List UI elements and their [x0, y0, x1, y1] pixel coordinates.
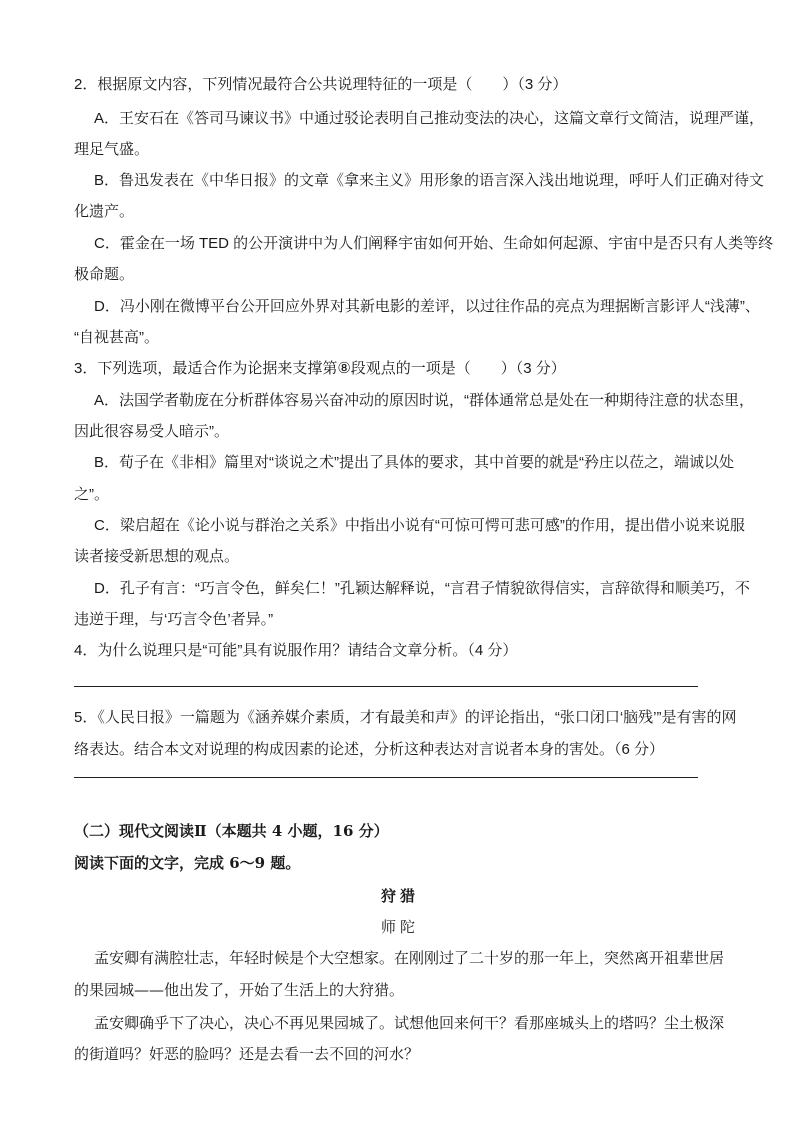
q3-option-b-cont: 之”。 [74, 486, 109, 503]
q3-option-d-cont: 违逆于理，与‘巧言令色’者异。” [74, 611, 274, 628]
section-instruction: 阅读下面的文字，完成 6～9 题。 [74, 854, 301, 872]
q3-option-c-cont: 读者接受新思想的观点。 [74, 548, 240, 565]
q5-stem: 5．《人民日报》一篇题为《涵养媒介素质，才有最美和声》的评论指出，“张口闭口‘脑残’”是有害的网 [74, 709, 737, 726]
q2-option-a: A．王安石在《答司马谏议书》中通过驳论表明自己推动变法的决心，这篇文章行文简洁，说理严谨， [94, 110, 765, 127]
q2-option-a-cont: 理足气盛。 [74, 141, 150, 158]
q5-answer-line[interactable] [74, 777, 698, 778]
q2-option-d: D．冯小刚在微博平台公开回应外界对其新电影的差评，以过往作品的亮点为理据断言影评人“浅薄”、 [94, 298, 760, 315]
q3-option-a-cont: 因此很容易受人暗示”。 [74, 423, 229, 440]
q3-option-c: C．梁启超在《论小说与群治之关系》中指出小说有“可惊可愕可悲可感”的作用，提出借小说来说服 [94, 517, 745, 534]
q3-option-a: A．法国学者勒庞在分析群体容易兴奋冲动的原因时说，“群体通常总是处在一种期待注意的状态里， [94, 392, 755, 409]
q3-option-d: D．孔子有言：“巧言令色，鲜矣仁！”孔颖达解释说，“言君子情貌欲得信实，言辞欲得和顺美巧，不 [94, 580, 750, 597]
passage-paragraph-2-cont: 的街道吗？奸恶的脸吗？还是去看一去不回的河水？ [74, 1045, 420, 1063]
section-heading: （二）现代文阅读Ⅱ（本题共 4 小题，16 分） [74, 822, 389, 840]
passage-paragraph-1: 孟安卿有满腔壮志，年轻时候是个大空想家。在刚刚过了二十岁的那一年上，突然离开祖辈世居 [94, 949, 725, 967]
q3-option-b: B．荀子在《非相》篇里对“谈说之术”提出了具体的要求，其中首要的就是“矜庄以莅之，端诚以处 [94, 454, 734, 471]
q2-option-c-cont: 极命题。 [74, 266, 135, 283]
q3-stem: 3．下列选项，最适合作为论据来支撑第⑧段观点的一项是（ ）（3 分） [74, 360, 566, 377]
q2-option-c: C．霍金在一场 TED 的公开演讲中为人们阐释宇宙如何开始、生命如何起源、宇宙中是否只有人类等终 [94, 235, 774, 252]
passage-author: 师陀 [380, 918, 419, 936]
q5-stem-cont: 络表达。结合本文对说理的构成因素的论述，分析这种表达对言说者本身的害处。（6 分） [74, 741, 665, 758]
q2-option-b-cont: 化遗产。 [74, 203, 135, 220]
q2-option-b: B．鲁迅发表在《中华日报》的文章《拿来主义》用形象的语言深入浅出地说理，呼吁人们正确对待文 [94, 172, 765, 189]
q2-option-d-cont: “自视甚高”。 [74, 329, 159, 346]
q4-stem: 4．为什么说理只是“可能”具有说服作用？请结合文章分析。（4 分） [74, 642, 518, 659]
passage-paragraph-2: 孟安卿确乎下了决心，决心不再见果园城了。试想他回来何干？看那座城头上的塔吗？尘土极深 [94, 1014, 725, 1032]
q4-answer-line[interactable] [74, 686, 698, 687]
passage-title: 狩猎 [380, 887, 419, 905]
q2-stem: 2．根据原文内容，下列情况最符合公共说理特征的一项是（ ）（3 分） [74, 76, 568, 93]
passage-paragraph-1-cont: 的果园城——他出发了，开始了生活上的大狩猎。 [74, 981, 405, 999]
